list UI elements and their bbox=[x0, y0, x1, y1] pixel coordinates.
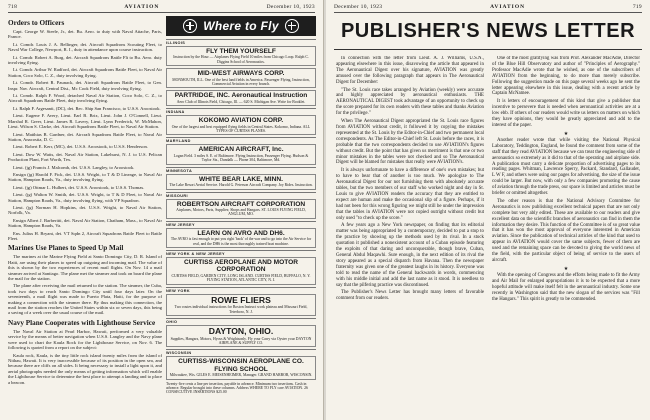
listing-name: PARTRIDGE, INC. Aeronautical Instruction bbox=[174, 92, 308, 100]
paragraph: Another reader wrote that while visiting the National Physical Laboratory, Teddington, England, he found the comment from some of the staff that they read AVIATION because we can treat the engineering side of aeronautics so extremely as it did to that of the operating and airplane side. A publication must carry a delicate proportion of advertising pages to its reading pages. Whitman, Lawrence Sperry, Packard, Standard, Gallaudet, L W F, and others were using our pages for advertising, the size of the issue could be larger. But now, with only a few companies promoting the cause of aviation through the trade press, our space is limited and articles must be briefer or omitted altogether. bbox=[492, 137, 640, 197]
paragraph: Lieut. Matthias B. Gardner, det. Aircraft Squadrons Battle Fleet, to Naval Air Station, Anacostia, D. C. bbox=[8, 131, 162, 142]
listing-state: INDIANA bbox=[166, 108, 316, 114]
right-page bbox=[326, 0, 650, 420]
paragraph: Lt. Comdr. Arthur W. Radford, det. Aircraft Squadrons Battle Fleet, to Naval Air Station, Coco Solo, C. Z., duty involving flying. bbox=[8, 67, 162, 78]
paragraph: Lieut. (jg) Francis J. Malcomb, det. U.S.S. Langley, to Aroostook. bbox=[13, 164, 135, 170]
listing-state: WISCONSIN bbox=[166, 349, 316, 355]
listing-name: KOKOMO AVIATION CORP. bbox=[198, 117, 284, 125]
listing-detail: The AVRO is fast enough to put you right 'back' of the war and to go into the Air Service for real, and the DH6 is the most thoroughly trained boat machine. bbox=[170, 237, 312, 246]
listing-ad bbox=[166, 325, 316, 347]
paragraph: The marines at the Marine Flying Field at Santo Domingo City, D. R. Island of Haiti, are using their planes to speed up outgoing and incoming mail. The value of this is shown by the two experiences of recent mail flights. On Nov. 14 a mail steamer arrived at Santiago. The plane met the steamer and took on board the plane the mail for the station. bbox=[8, 254, 162, 282]
listing-ad bbox=[166, 144, 316, 164]
listing-detail: Milwaukee, Wis. GILES E. MEISENHEIMER, Manager. GRAND HARBOR, WISCONSIN. bbox=[169, 373, 313, 378]
news-letter-column-1 bbox=[336, 56, 484, 414]
listing-ad bbox=[166, 294, 316, 316]
listing-ad bbox=[166, 46, 316, 66]
paragraph: Lieut. Robert E. Kerr, (MC), det. U.S.S. Aroostook, to U.S.S. Henderson. bbox=[13, 144, 148, 150]
listing-name: LEARN ON AVRO AND DH6. bbox=[197, 229, 285, 237]
paragraph: Lt. Comdr. Robert R. Paunack, det. Aircraft Squadrons Battle Fleet, to Gen. Inspr. Nav. Aircraft, Central Dist., Mc Cook Field, duty involving flying. bbox=[8, 80, 162, 91]
paragraph: Lieut. (jg) Norman H. Hopkins, det. U.S.S. Wright, to Naval Air Station, Norfolk, Va. bbox=[8, 204, 162, 216]
listing-name: MID-WEST AIRWAYS CORP. bbox=[197, 70, 285, 78]
paragraph: Lt. Comdr. Ralph F. Wood, detached Naval Air Station, Coco Solo, C. Z., to Aircraft Squadrons Battle Fleet, duty involving flying. bbox=[8, 93, 162, 104]
listing-state: NEW YORK bbox=[166, 287, 316, 293]
paragraph: Lt. Comdr. Louis J. A. Bellinger, det. Aircraft Squadrons Scouting Fleet, to Naval War College, Newport, R. I., duty in attendance upon course instruction. bbox=[8, 41, 162, 53]
paragraph: Lieut. Eugene F. Avery, Lieut. Earl B. Brix, Lieut. John J. O'Connell, Lieut. Marshal R. Greer, Lieut. James R. Lavery, Lieut. Lynn Frederick, W. McMahon, Lieut. Wilson S. Clarke, det. Aircraft Squadrons Battle Fleet, to Naval Air Station. bbox=[8, 113, 162, 130]
issue-date: December 10, 1923 bbox=[266, 4, 315, 10]
listing-state: MINNESOTA bbox=[166, 167, 316, 173]
orders-heading: Orders to Officers bbox=[8, 19, 65, 27]
issue-date: December 10, 1923 bbox=[334, 4, 383, 10]
paragraph: Lt. Ralph F. Argesanti, (DC), det. Rec. Ship San Francisco, to U.S.S. Aroostook. bbox=[13, 105, 161, 111]
running-head-right bbox=[334, 4, 642, 13]
running-title: AVIATION bbox=[490, 4, 526, 10]
listing-name: FLY THEM YOURSELF bbox=[206, 48, 276, 55]
marines-body bbox=[8, 254, 162, 315]
listing-ad bbox=[166, 115, 316, 135]
section-star-icon: ★ bbox=[563, 266, 569, 272]
listing-ad bbox=[166, 228, 316, 248]
listing-state: NEW YORK & NEW JERSEY bbox=[166, 250, 316, 256]
listing-ad bbox=[166, 199, 316, 219]
navy-heading: Navy Plane Cooperates with Lighthouse Service bbox=[8, 318, 156, 327]
running-title: AVIATION bbox=[124, 4, 160, 10]
paragraph: With the opening of Congress and the efforts being made to fit the Army and Air Mail for enlarged appropriations it is to be expected that a more hopeful attitude will make itself felt in the aeronautical industry. Some one recently in Washington said that the new slogan of the services was "Fill the Hangars." This spirit is greatly to be commended. bbox=[492, 272, 640, 302]
listing-name: CURTISS-WISCONSIN AEROPLANE CO. FLYING SCHOOL bbox=[178, 358, 304, 373]
paragraph: Ensign Albert J. Barberitti, det. Naval Air Station, Chatham, Mass., to Naval Air Station, Hampton Roads, Va. bbox=[8, 217, 162, 229]
listing-name: CURTISS AEROPLANE AND MOTOR CORPORATION bbox=[183, 258, 299, 274]
listing-detail: Logan Field. 3 miles S. E. of Baltimore. Flying Instruction, Passenger Flying. Hudson & Taylor Sts., Dundalk — Phone 304, Baltimore, Md. bbox=[173, 153, 309, 163]
page-number: 719 bbox=[632, 4, 642, 10]
listing-state: NEW JERSEY bbox=[166, 221, 316, 227]
listing-detail: Instruction by the Hour — Airplanes Flying Field 10 miles from Chicago Loop. Ralph C. Diggins School of Aeronautics. bbox=[173, 55, 309, 64]
paragraph: A few years ago a New York newspaper, on finding that its editorial matter was being appropriated by a contemporary, decided to put a stop to the practice by showing up the methods used by its rival. In a stock quotation it published a nonexistent account of a Cuban episode featuring the exploits of that daring and unconquerable, though brave, Cuban, General Abdul Maqawhi. Sure enough, in the next edition of its rival the story appeared as a special dispatch from Havana. Then the newspaper fraternity was given one of the greatest laughs in its history. Everyone was told to read the name of the General backwards in words, commencing with his middle initial and add the last name as it stood. It is needless to say that the pilfering practice was discontinued. bbox=[336, 223, 484, 288]
navy-body bbox=[8, 329, 162, 385]
where-to-fly-banner bbox=[166, 16, 316, 36]
paragraph: Kaula rock, Kaula, is the tiny little rock island twenty miles from the island of Nithau, Hawaii. It is very inaccessible because of its position in the open sea, and because there are cliffs on all sides. It being necessary to install a light upon it, and aerial photographs needed the only means of getting information which will enable the Lighthouse Service to determine the best place to attempt a landing and to place a beacon. bbox=[8, 352, 162, 385]
paragraph: The other reason is that the National Advisory Committee for Aeronautics is now publishing excellent technical papers that are not only complete but very ably edited. These are available to our readers and give excellent data on the scientific branches of aeronautics can find in them the information they desire. This function of the Committee is of so great value that it has won the most approval of everyone interested in American aviation. Since the publication of technical articles of the kind that used to appear in AVIATION would cover the same subjects, fewer of them are used and the remaining space can be devoted to giving the world news of the field, with the particular object of being of service to the users of aircraft. bbox=[492, 198, 640, 263]
paragraph: "The St. Louis race takes arranged by Aviation (weekly) were accurate and highly appreciated by aeronautical enthusiasts. THE AERONAUTICAL DIGEST took advantage of an opportunity to check up the score prepared for its own readers with these tables and thanks Aviation for the privilege." bbox=[336, 87, 484, 117]
listing-detail: One of the largest and best equipped flying fields in Central States. Kokomo, Indiana. ALL TYPES OF CURTISS PLANES. bbox=[171, 124, 311, 134]
paragraph: Ens. Julius H. Bryant, det. VT Sqdn 2, Aircraft Squadrons Battle Fleet to Battle Fleet. bbox=[8, 230, 162, 241]
where-to-fly-footer: Twenty-five cents a line per insertion, payable in advance. Minimum two insertions. Cash in advance. Regular brought into these columns. Address WHERE TO FLY care AVIATION. 26 CONSECUTIVE INSERTIONS $25.00 bbox=[166, 381, 308, 395]
orders-body bbox=[8, 29, 162, 241]
listing-state: OHIO bbox=[166, 318, 316, 324]
propeller-icon bbox=[285, 19, 299, 33]
paragraph: Ensign (jg) Harold F. Fick, det. U.S.S. Wright, to T & D Lineage, to Naval Air Station, Hampton Roads, Va., duty involving flying. bbox=[8, 171, 162, 183]
listing-state: MISSOURI bbox=[166, 192, 316, 198]
listing-detail: Two routes individual instructions for Boston Instruct work plateau and Missouri Field, Teterboro, N. J. bbox=[174, 305, 308, 314]
listing-ad bbox=[166, 68, 316, 88]
paragraph: Lieut. (jg) Walton W. Smith, det. U.S.S. Wright, to T & D Fleet, to Naval Air Station, Hampton Roads, Va., duty involving flying, with VP Squadron. bbox=[8, 192, 162, 203]
paragraph: It is always unfortunate to have a difference of one's own mistakes; but to have to bear that of another is too much. We apologize to The Aeronautical Digest for our not furnishing them with absolutely accurate tables, but the two members of our staff who worked night and day in St. Louis to give AVIATION readers the accuracy that they are entitled to expect are human and make the occasional slip of a figure. Perhaps, if it had not been for this wrong figuring we might still be under the impression that the tables in AVIATION were not copied outright without credit but only used "to check up the score." bbox=[336, 168, 484, 221]
where-to-fly-directory bbox=[166, 16, 316, 414]
listing-ad bbox=[166, 90, 316, 106]
listing-name: AMERICAN AIRCRAFT, Inc. bbox=[198, 146, 284, 154]
where-to-fly-listings bbox=[166, 39, 316, 380]
paragraph: Lieut. Dow W. Watts, det. Naval Air Station, Lakehurst, N. J. to U.S. Pelican Production Plant, Fort Worth, Tex. bbox=[8, 151, 162, 163]
paragraph: Lieut. (jg) Ottmar L. Hulbert, det. U.S.S. Aroostook, to U.S.S. Thomas. bbox=[13, 184, 145, 190]
listing-detail: Supplies, Hangars, Motors, Hyoss & Wrightsonly. Fly your Carry via Oyster your DAYTON AIRPLANE & SUPPLY CO. bbox=[170, 336, 312, 345]
running-head-left bbox=[8, 4, 315, 13]
left-column-articles bbox=[8, 16, 162, 414]
listing-ad bbox=[166, 174, 316, 190]
listing-detail: The Lake Resort Aerial Service. Harold G. Peterson Aircraft Company. Joy Rides. Instruction. bbox=[169, 183, 313, 188]
news-letter-column-2 bbox=[492, 56, 640, 414]
listing-detail: Airplanes, Motors, Parts, Supplies; Shops and Hangars. ST. LOUIS FLYING FIELD, ANGLUM, MO. bbox=[176, 207, 306, 217]
left-page bbox=[0, 0, 324, 420]
listing-detail: MONMOUTH, ILL. One of the best land fields in America. Passenger Flying, Instruction, Commercial Aviation in every branch. bbox=[172, 77, 310, 87]
section-star-icon: ★ bbox=[563, 131, 569, 137]
page-number: 718 bbox=[8, 4, 18, 10]
listing-name: ROWE FLIERS bbox=[211, 294, 271, 305]
listing-name: DAYTON, OHIO. bbox=[208, 325, 274, 336]
listing-detail: CURTISS FIELD, GARDEN CITY, LONG ISLAND. CURTISS FIELD, BUFFALO, N. Y. FLYING STATION, ATLANTIC CITY, N. J. bbox=[171, 273, 311, 283]
paragraph: Capt. George W. Steele, Jr., det. Bu. Aero. to duty with Naval Attache, Paris, France. bbox=[8, 29, 162, 40]
publishers-news-letter-title: PUBLISHER'S NEWS LETTER bbox=[334, 20, 642, 50]
paragraph: The Publisher's News Letter has brought many letters of favorable comment from our readers. bbox=[336, 290, 484, 302]
paragraph: Lt. Comdr. Robert A. Burg, det. Aircraft Squadrons Battle Flt to Bu. Aero. duty involving flying. bbox=[8, 54, 162, 66]
listing-state: MARYLAND bbox=[166, 137, 316, 143]
listing-name: WHITE BEAR LAKE, MINN. bbox=[199, 175, 283, 183]
paragraph: It is letters of encouragement of this kind that give a publisher that incentive to persevere that is needed when aeronautical activities are at a low ebb. If others of our readers would write us letters on matters on which they have opinions, they would be greatly appreciated and add to the interest of the paper. bbox=[492, 99, 640, 128]
paragraph: The Naval Air Station at Pearl Harbor, Hawaii, performed a very valuable service by the means of better navigation when U.S.S. Langley and the Navy plane were used to chart the Kaula Rock for the Lighthouse Service, on Nov. 6. The following is quoted from a report on the subject: bbox=[8, 328, 162, 351]
paragraph: The plane after receiving the mail returned to the station. The steamer, the Cuba, took two days to reach Santo Domingo City until four days later. On the seventeenth, a mail flight was made to Puerto Plata, Haiti, for the purpose of making a connection with the steamer there. By thus making this connection, the mail from the station reaches the United States within six or seven days, this being a saving of a week over the usual course of the mail. bbox=[8, 283, 162, 316]
propeller-icon bbox=[183, 19, 197, 33]
paragraph: In connection with the letter from Lieut. A. J. Williams, U.S.N., appearing elsewhere in this issue, disavowing the article that appeared in The Aeronautical Digest over his signature, AVIATION was greatly amused over the following paragraph that appears in The Aeronautical Digest for December: bbox=[336, 56, 484, 85]
listing-name: ROBERTSON AIRCRAFT CORPORATION bbox=[176, 200, 306, 208]
listing-detail: Aero Club of Illinois Field, Chicago, Ill. — 620 S. Michigan Ave. Write for Booklet. bbox=[176, 99, 306, 104]
marines-heading: Marines Use Planes to Speed Up Mail bbox=[8, 244, 124, 253]
where-to-fly-title: Where to Fly bbox=[203, 19, 279, 33]
listing-ad bbox=[166, 257, 316, 285]
listing-ad bbox=[166, 356, 316, 379]
paragraph: One of the most gratifying was from Prof. Alexander MacAdie, Director of the Blue Hill Observatory and author of "Principles of Aerography." Professor MacAdie wrote that he wished, as one of the subscribers of AVIATION from the beginning, to do more than merely subscribe. Following the suggestion made on this page several weeks ago he sent the letter appearing elsewhere in this issue, dealing with a recent article by Captain McNamee. bbox=[492, 56, 640, 97]
listing-state: ILLINOIS bbox=[166, 39, 316, 45]
paragraph: When The Aeronautical Digest appropriated the St. Louis race figures from AVIATION without credit, it followed it by copying the mistakes represented at the St. Louis by the Editor-in-Chief and two permanent local correspondents. As The Editor-in-Chief left St. Louis before the races, it is probable that the two correspondents decided to use AVIATION's figures without credit. But the point that has given us merriment is that one or two minor mistakes in the tables were not checked and so The Aeronautical Digest will be blamed for mistakes that really were AVIATION's. bbox=[336, 119, 484, 166]
